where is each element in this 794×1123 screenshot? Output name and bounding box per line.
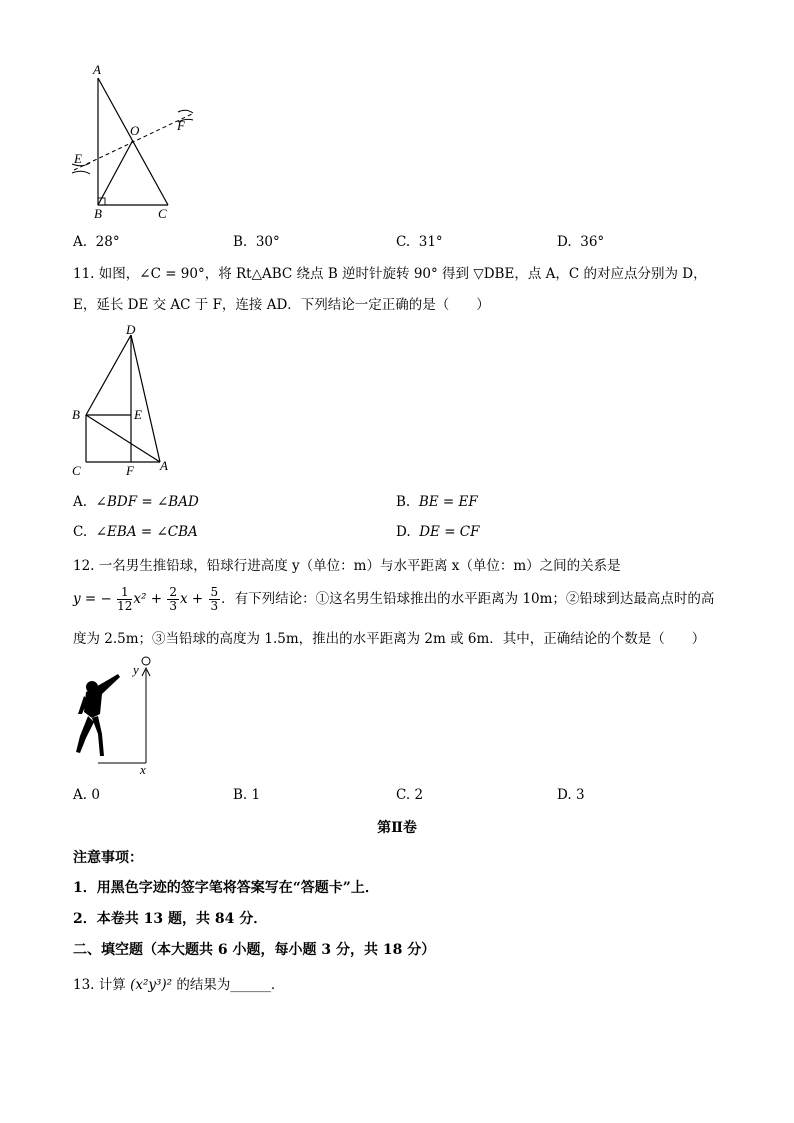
part-title: 二、填空题（本大题共 6 小题，每小题 3 分，共 18 分） — [73, 942, 436, 958]
q11-stem-line2: E，延长 DE 交 AC 于 F，连接 AD．下列结论一定正确的是（ ） — [73, 297, 490, 313]
notice-title: 注意事项： — [73, 850, 143, 866]
label-c: C — [72, 463, 81, 477]
q11-figure — [68, 325, 183, 477]
option-letter: D. — [396, 524, 411, 540]
option-letter: A. — [73, 787, 88, 803]
option-letter: A. — [73, 494, 88, 510]
option-text: 1 — [251, 787, 261, 803]
axis-label-x: x — [140, 762, 146, 777]
q11-option-a[interactable] — [73, 494, 199, 510]
q10-option-b[interactable] — [233, 234, 280, 250]
q10-option-d[interactable] — [557, 234, 604, 250]
label-e: E — [134, 407, 142, 422]
q12-option-d[interactable] — [557, 787, 585, 803]
fraction-denominator: 3 — [210, 599, 219, 613]
fraction-2 — [167, 586, 179, 613]
label-a: A — [93, 62, 101, 77]
fraction-numerator: 2 — [169, 585, 177, 599]
q12-equation-line — [73, 586, 714, 613]
label-o: O — [130, 123, 140, 138]
q11-option-b[interactable] — [396, 494, 478, 510]
q12-figure — [70, 652, 165, 777]
label-f: F — [126, 463, 134, 477]
fraction-denominator: 12 — [117, 599, 133, 613]
option-text: 0 — [91, 787, 100, 803]
option-text: 31° — [418, 234, 443, 250]
fraction-1 — [117, 586, 132, 613]
fraction-3 — [209, 586, 221, 613]
option-text: ∠BDF = ∠BAD — [95, 494, 199, 510]
option-text: BE = EF — [418, 494, 478, 510]
option-text: 36° — [580, 234, 605, 250]
equation-lhs: y = − — [73, 591, 112, 607]
fraction-numerator: 5 — [210, 585, 219, 599]
q12-option-c[interactable] — [396, 787, 423, 803]
option-letter: C. — [396, 234, 411, 250]
label-d: D — [126, 325, 136, 337]
notice-item-2: 2．本卷共 13 题，共 84 分． — [73, 911, 268, 927]
option-letter: D. — [557, 234, 572, 250]
shot-put-ball — [142, 657, 150, 665]
athlete-silhouette — [76, 674, 120, 756]
q13-stem — [73, 975, 284, 995]
label-b: B — [72, 407, 80, 422]
equation-tail: ．有下列结论：①这名男生铅球推出的水平距离为 10m；②铅球到达最高点时的高 — [221, 591, 715, 607]
option-text: 3 — [575, 787, 585, 803]
notice-item-1: 1．用黑色字迹的签字笔将答案写在“答题卡”上． — [73, 880, 379, 896]
side-db — [86, 335, 131, 415]
option-text: DE = CF — [419, 524, 480, 540]
option-letter: A. — [73, 234, 88, 250]
option-letter: C. — [73, 524, 88, 540]
axis-label-y: y — [133, 662, 139, 677]
label-f: F — [177, 118, 185, 133]
label-c: C — [158, 206, 167, 221]
segment-bo — [98, 140, 133, 205]
label-a: A — [160, 458, 168, 473]
q13-suffix: 的结果为______． — [176, 977, 285, 993]
q11-stem-line1: 11. 如图，∠C = 90°，将 Rt△ABC 绕点 B 逆时针旋转 90° 得到 ▽DBE，点 A，C 的对应点分别为 D， — [73, 266, 707, 282]
side-da — [131, 335, 160, 462]
equation-term-x: x + — [180, 591, 204, 607]
option-letter: D. — [557, 787, 572, 803]
label-b: B — [94, 206, 102, 221]
q13-prefix: 13. 计算 — [73, 977, 126, 993]
q12-stem-line3: 度为 2.5m；③当铅球的高度为 1.5m，推出的水平距离为 2m 或 6m．其中，正确结论的个数是（ ） — [73, 631, 706, 647]
fraction-denominator: 3 — [169, 599, 177, 613]
q12-stem-line1: 12. 一名男生推铅球，铅球行进高度 y（单位：m）与水平距离 x（单位：m）之间的关系是 — [73, 558, 621, 574]
q10-option-a[interactable] — [73, 234, 120, 250]
option-letter: B. — [233, 787, 248, 803]
option-text: 2 — [414, 787, 424, 803]
q12-option-a[interactable] — [73, 787, 100, 803]
equation-term-x2: x² + — [133, 591, 163, 607]
option-text: 28° — [95, 234, 120, 250]
q13-expression: (x²y³)² — [130, 977, 173, 993]
label-e: E — [74, 151, 82, 166]
option-letter: B. — [233, 234, 248, 250]
option-letter: C. — [396, 787, 411, 803]
side-ba — [86, 415, 160, 462]
q10-option-c[interactable] — [396, 234, 443, 250]
option-letter: B. — [396, 494, 411, 510]
q10-figure — [60, 60, 210, 225]
option-text: ∠EBA = ∠CBA — [95, 524, 198, 540]
q12-option-b[interactable] — [233, 787, 260, 803]
option-text: 30° — [255, 234, 280, 250]
fraction-numerator: 1 — [117, 586, 132, 600]
q11-option-c[interactable] — [73, 524, 198, 540]
q11-option-d[interactable] — [396, 524, 480, 540]
section-title: 第Ⅱ卷 — [377, 820, 417, 836]
